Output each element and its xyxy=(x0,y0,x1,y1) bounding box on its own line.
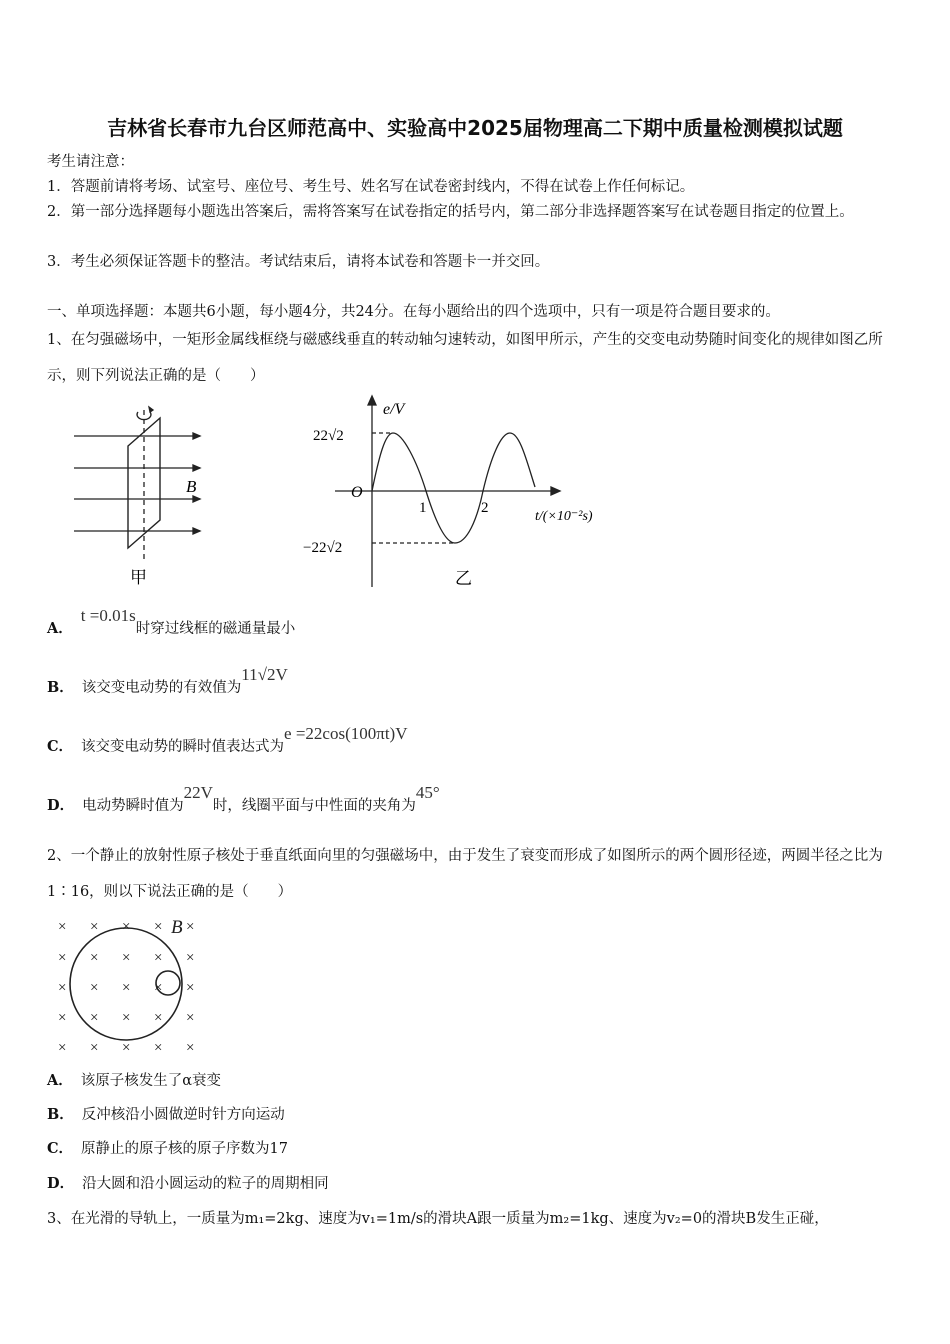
question-2-stem: 2、一个静止的放射性原子核处于垂直纸面向里的匀强磁场中，由于发生了衰变而形成了如图所示的两个圆形径迹，两圆半径之比为1∶16，则以下说法正确的是（ ） xyxy=(47,848,883,900)
option-label: C． xyxy=(47,1140,74,1157)
svg-text:×: × xyxy=(186,1040,195,1056)
option-text: 该原子核发生了α衰变 xyxy=(80,1073,222,1089)
svg-text:×: × xyxy=(186,980,195,996)
svg-text:×: × xyxy=(186,919,195,935)
graph-ytick-bottom: −22√2 xyxy=(303,540,343,556)
svg-text:×: × xyxy=(58,919,67,935)
option-math-2: 45° xyxy=(415,783,440,802)
graph-xtick-1: 1 xyxy=(419,500,427,516)
option-label: A． xyxy=(47,1072,73,1089)
graph-ytick-top: 22√2 xyxy=(313,428,344,444)
graph-ylabel: e/V xyxy=(383,401,405,418)
option-label: A． xyxy=(47,620,73,637)
option-label: B． xyxy=(47,679,74,696)
option-text: 该交变电动势的瞬时值表达式为 xyxy=(81,739,285,755)
option-math: e =22cos(100πt)V xyxy=(284,724,408,743)
svg-text:×: × xyxy=(122,1040,131,1056)
svg-text:×: × xyxy=(58,950,67,966)
svg-text:×: × xyxy=(122,919,131,935)
svg-text:×: × xyxy=(90,1040,99,1056)
graph-origin: O xyxy=(351,484,363,501)
notice-item-3: 3．考生必须保证答题卡的整洁。考试结束后，请将本试卷和答题卡一并交回。 xyxy=(47,254,550,270)
figure-yi-graph xyxy=(295,392,625,592)
q1-option-b[interactable] xyxy=(47,665,288,698)
svg-text:×: × xyxy=(154,950,163,966)
svg-text:×: × xyxy=(90,919,99,935)
sine-curve xyxy=(372,433,535,543)
notice-item-2: 2．第一部分选择题每小题选出答案后，需将答案写在试卷指定的括号内，第二部分非选择题答案写在试卷题目指定的位置上。 xyxy=(47,204,854,220)
option-label: C． xyxy=(47,738,74,755)
svg-text:×: × xyxy=(58,980,67,996)
svg-text:×: × xyxy=(154,980,163,996)
page-title: 吉林省长春市九台区师范高中、实验高中2025届物理高二下期中质量检测模拟试题 xyxy=(107,116,843,140)
q1-option-d[interactable] xyxy=(47,783,440,816)
q2-option-c[interactable] xyxy=(47,1139,288,1159)
svg-text:×: × xyxy=(58,1040,67,1056)
figure-yi-label: 乙 xyxy=(455,569,472,588)
option-label: D． xyxy=(47,1175,75,1192)
question-3-stem: 3、在光滑的导轨上，一质量为m₁=2kg、速度为v₁=1m/s的滑块A跟一质量为m₂=1kg、速度为v₂=0的滑块B发生正碰， xyxy=(47,1211,829,1227)
svg-text:×: × xyxy=(154,1040,163,1056)
svg-text:×: × xyxy=(122,980,131,996)
option-label: D． xyxy=(47,797,75,814)
svg-text:×: × xyxy=(58,1010,67,1026)
option-math: 22V xyxy=(183,783,213,802)
svg-text:×: × xyxy=(186,1010,195,1026)
figure-q2-tracks xyxy=(52,912,212,1057)
svg-text:×: × xyxy=(90,950,99,966)
notice-heading: 考生请注意： xyxy=(47,154,134,170)
q1-option-c[interactable] xyxy=(47,724,408,757)
section-heading: 一、单项选择题：本题共6小题，每小题4分，共24分。在每小题给出的四个选项中，只有一项是符合题目要求的。 xyxy=(47,304,780,320)
svg-text:×: × xyxy=(154,919,163,935)
notice-item-1: 1．答题前请将考场、试室号、座位号、考生号、姓名写在试卷密封线内，不得在试卷上作任何标记。 xyxy=(47,179,695,195)
field-label-b: B xyxy=(171,917,183,938)
svg-text:×: × xyxy=(122,1010,131,1026)
option-label: B． xyxy=(47,1106,74,1123)
option-math: t =0.01s xyxy=(80,606,136,625)
option-text: 电动势瞬时值为 xyxy=(82,798,184,814)
q2-option-a[interactable] xyxy=(47,1071,221,1091)
option-math: 11√2V xyxy=(241,665,288,684)
question-1-stem: 1、在匀强磁场中，一矩形金属线框绕与磁感线垂直的转动轴匀速转动，如图甲所示，产生的交变电动势随时间变化的规律如图乙所示，则下列说法正确的是（ ） xyxy=(47,332,883,384)
q1-option-a[interactable] xyxy=(47,606,296,639)
option-text: 该交变电动势的有效值为 xyxy=(81,680,242,696)
figure-jia-coil xyxy=(60,400,220,590)
option-text: 沿大圆和沿小圆运动的粒子的周期相同 xyxy=(82,1176,329,1192)
q2-option-d[interactable] xyxy=(47,1174,329,1194)
figure-jia-label: 甲 xyxy=(130,568,147,587)
graph-xlabel: t/(×10⁻²s) xyxy=(535,509,593,524)
option-text: 反冲核沿小圆做逆时针方向运动 xyxy=(81,1107,285,1123)
option-text: 时穿过线框的磁通量最小 xyxy=(135,621,296,637)
option-text-2: 时，线圈平面与中性面的夹角为 xyxy=(212,798,416,814)
graph-xtick-2: 2 xyxy=(481,500,489,516)
svg-text:×: × xyxy=(186,950,195,966)
svg-text:×: × xyxy=(90,980,99,996)
svg-text:×: × xyxy=(122,950,131,966)
svg-text:×: × xyxy=(90,1010,99,1026)
q2-option-b[interactable] xyxy=(47,1105,285,1125)
field-label-b: B xyxy=(186,477,197,496)
svg-text:×: × xyxy=(154,1010,163,1026)
option-text: 原静止的原子核的原子序数为17 xyxy=(81,1141,288,1157)
